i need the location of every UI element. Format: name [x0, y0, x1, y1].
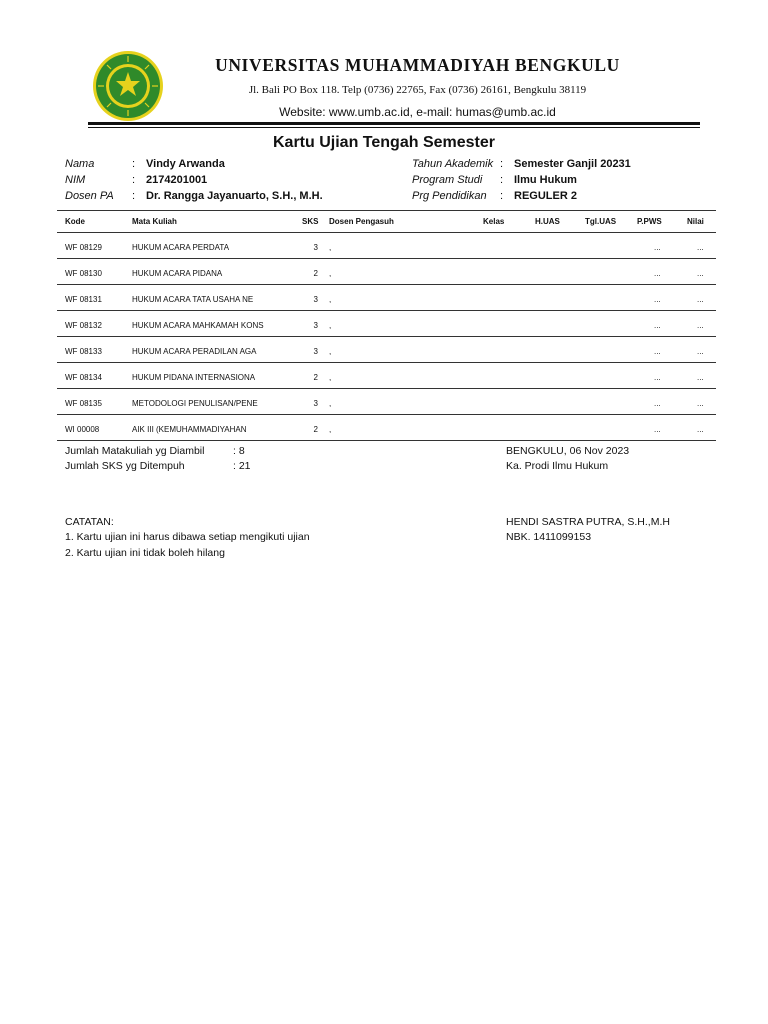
prg-colon: :	[500, 190, 504, 202]
row-kode: WF 08131	[65, 295, 102, 304]
signer-id: NBK. 1411099153	[506, 531, 592, 543]
row-nilai: ...	[697, 321, 704, 330]
row-sks: 3	[313, 243, 318, 252]
tahun-label: Tahun Akademik	[412, 158, 494, 170]
row-nilai: ...	[697, 243, 704, 252]
row-sks: 3	[313, 321, 318, 330]
row-kode: WF 08129	[65, 243, 102, 252]
table-row	[57, 285, 716, 311]
signer-position: Ka. Prodi Ilmu Hukum	[506, 460, 609, 472]
row-sks: 2	[313, 425, 318, 434]
header-sks: SKS	[302, 217, 319, 226]
row-nilai: ...	[697, 373, 704, 382]
nim-label: NIM	[65, 174, 86, 186]
row-mata-kuliah: HUKUM ACARA PIDANA	[132, 269, 223, 278]
header-ppws: P.PWS	[637, 217, 662, 226]
tahun-value: Semester Ganjil 20231	[514, 158, 631, 170]
row-mata-kuliah: HUKUM ACARA PERADILAN AGA	[132, 347, 257, 356]
row-ppws: ...	[654, 243, 661, 252]
row-ppws: ...	[654, 425, 661, 434]
dosen-pa-label: Dosen PA	[65, 190, 114, 202]
row-dosen: ,	[329, 295, 332, 304]
header-divider-thick	[88, 122, 700, 125]
university-address: Jl. Bali PO Box 118. Telp (0736) 22765, Fax (0736) 26161, Bengkulu 38119	[248, 84, 587, 96]
row-mata-kuliah: AIK III (KEMUHAMMADIYAHAN	[132, 425, 247, 434]
table-row	[57, 259, 716, 285]
row-mata-kuliah: METODOLOGI PENULISAN/PENE	[132, 399, 258, 408]
row-dosen: ,	[329, 269, 332, 278]
header-mata-kuliah: Mata Kuliah	[132, 217, 177, 226]
header-divider-thin	[88, 127, 700, 128]
table-row	[57, 363, 716, 389]
row-mata-kuliah: HUKUM ACARA PERDATA	[132, 243, 230, 252]
row-kode: WF 08130	[65, 269, 102, 278]
header-kelas: Kelas	[483, 217, 505, 226]
dosen-pa-colon: :	[132, 190, 136, 202]
row-kode: WF 08133	[65, 347, 102, 356]
row-dosen: ,	[329, 425, 332, 434]
university-website: Website: www.umb.ac.id, e-mail: humas@umb.ac.id	[279, 105, 556, 119]
table-row	[57, 337, 716, 363]
row-ppws: ...	[654, 321, 661, 330]
row-dosen: ,	[329, 399, 332, 408]
prodi-label: Program Studi	[412, 174, 483, 186]
header-huas: H.UAS	[535, 217, 560, 226]
row-sks: 2	[313, 373, 318, 382]
row-sks: 2	[313, 269, 318, 278]
jumlah-sks-label: Jumlah SKS yg Ditempuh	[65, 460, 185, 472]
row-dosen: ,	[329, 243, 332, 252]
header-kode: Kode	[65, 217, 85, 226]
header-nilai: Nilai	[687, 217, 704, 226]
row-mata-kuliah: HUKUM PIDANA INTERNASIONA	[132, 373, 256, 382]
row-kode: WF 08135	[65, 399, 102, 408]
jumlah-mk-label: Jumlah Matakuliah yg Diambil	[65, 445, 205, 457]
nama-colon: :	[132, 158, 136, 170]
row-dosen: ,	[329, 373, 332, 382]
row-kode: WF 08132	[65, 321, 102, 330]
row-nilai: ...	[697, 399, 704, 408]
prg-label: Prg Pendidikan	[412, 190, 487, 202]
dosen-pa-value: Dr. Rangga Jayanuarto, S.H., M.H.	[146, 190, 323, 202]
row-sks: 3	[313, 399, 318, 408]
row-kode: WI 00008	[65, 425, 100, 434]
table-row	[57, 389, 716, 415]
place-date: BENGKULU, 06 Nov 2023	[506, 445, 630, 457]
row-dosen: ,	[329, 321, 332, 330]
jumlah-mk-value: : 8	[233, 445, 245, 457]
row-nilai: ...	[697, 425, 704, 434]
row-ppws: ...	[654, 347, 661, 356]
nim-value: 2174201001	[146, 174, 208, 186]
row-ppws: ...	[654, 399, 661, 408]
signer-name: HENDI SASTRA PUTRA, S.H.,M.H	[506, 516, 670, 528]
course-table	[57, 210, 716, 441]
row-nilai: ...	[697, 347, 704, 356]
row-ppws: ...	[654, 373, 661, 382]
table-row	[57, 415, 716, 441]
row-nilai: ...	[697, 295, 704, 304]
row-ppws: ...	[654, 295, 661, 304]
document-title: Kartu Ujian Tengah Semester	[273, 134, 495, 151]
row-sks: 3	[313, 347, 318, 356]
nim-colon: :	[132, 174, 136, 186]
note-2: 2. Kartu ujian ini tidak boleh hilang	[65, 547, 225, 559]
table-header	[57, 210, 716, 233]
row-kode: WF 08134	[65, 373, 102, 382]
row-ppws: ...	[654, 269, 661, 278]
table-row	[57, 311, 716, 337]
catatan-heading: CATATAN:	[65, 516, 114, 528]
row-mata-kuliah: HUKUM ACARA TATA USAHA NE	[132, 295, 254, 304]
row-sks: 3	[313, 295, 318, 304]
jumlah-sks-value: : 21	[233, 460, 251, 472]
header-tgl-uas: Tgl.UAS	[585, 217, 617, 226]
tahun-colon: :	[500, 158, 504, 170]
row-nilai: ...	[697, 269, 704, 278]
prodi-value: Ilmu Hukum	[514, 174, 577, 186]
nama-label: Nama	[65, 158, 95, 170]
nama-value: Vindy Arwanda	[146, 158, 225, 170]
header-dosen: Dosen Pengasuh	[329, 217, 394, 226]
university-logo	[92, 50, 164, 122]
prodi-colon: :	[500, 174, 504, 186]
row-mata-kuliah: HUKUM ACARA MAHKAMAH KONS	[132, 321, 264, 330]
note-1: 1. Kartu ujian ini harus dibawa setiap mengikuti ujian	[65, 531, 310, 543]
row-dosen: ,	[329, 347, 332, 356]
table-row	[57, 233, 716, 259]
prg-value: REGULER 2	[514, 190, 577, 202]
university-name: UNIVERSITAS MUHAMMADIYAH BENGKULU	[215, 55, 620, 75]
